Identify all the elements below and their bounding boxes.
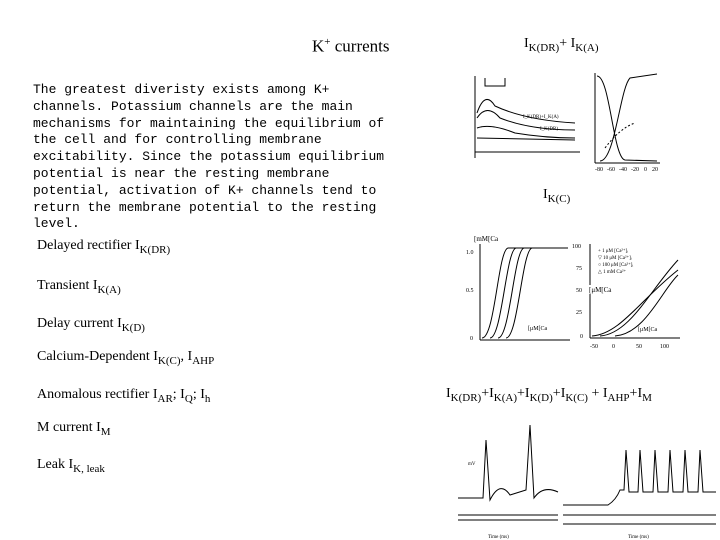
svg-text:-20: -20 (631, 167, 639, 173)
figure-bottom (448, 420, 718, 540)
svg-text:-80: -80 (595, 167, 603, 173)
svg-text:○ 100 μM [Ca²⁺]ᵢ: ○ 100 μM [Ca²⁺]ᵢ (598, 263, 634, 268)
svg-text:mV: mV (468, 462, 476, 467)
svg-text:[μM[Ca: [μM[Ca (638, 327, 658, 333)
current-delay: Delay current $I_{K(D)}$ (37, 316, 145, 334)
figure-mid (440, 230, 685, 360)
ca-activation-left (466, 234, 570, 342)
svg-text:[μM[Ca: [μM[Ca (589, 286, 612, 294)
svg-text:50: 50 (636, 344, 642, 350)
svg-text:1.0: 1.0 (466, 250, 474, 256)
svg-text:[μM[Ca: [μM[Ca (528, 326, 548, 332)
svg-text:25: 25 (576, 310, 582, 316)
figure-bottom-caption: $I_{K(DR)}+I_{K(A)}+I_{K(D)}+I_{K(C)} + I_{AHP}+I_M$ (446, 386, 652, 404)
svg-text:20: 20 (652, 167, 658, 173)
svg-text:△ 1 mM Ca²⁺: △ 1 mM Ca²⁺ (598, 270, 627, 275)
svg-text:Time (ms): Time (ms) (628, 535, 649, 540)
svg-text:50: 50 (576, 288, 582, 294)
figure-mid-caption: $I_{K(C)}$ (543, 187, 571, 205)
spike-trace-left (458, 425, 558, 520)
current-calcium-dependent: Calcium-Dependent $I_{K(C)}$, $I_{AHP}$ (37, 349, 215, 367)
svg-text:I_K(DR)+I_K(A): I_K(DR)+I_K(A) (523, 115, 559, 120)
current-leak: Leak $I_{K, leak}$ (37, 457, 105, 475)
slide-title: K+ currents (312, 36, 390, 56)
current-anomalous-rectifier: Anomalous rectifier $I_{AR}$; $I_Q$; $I_h$ (37, 387, 211, 405)
activation-curves (595, 73, 660, 163)
figure-top-caption: $I_{K(DR)}+ I_{K(A)}$ (524, 36, 599, 54)
svg-text:[mM[Ca: [mM[Ca (474, 235, 499, 243)
svg-text:0: 0 (580, 334, 583, 340)
svg-text:-60: -60 (607, 167, 615, 173)
svg-text:0: 0 (612, 344, 615, 350)
intro-paragraph: The greatest diveristy exists among K+ channels. Potassium channels are the main mechanisms for maintaining the equilibrium of the cell and for controlling membrane excitability. Since the potassium equilibrium potential is near the resting membrane potential, activation of K+ channels tend to return the membrane potential to the resting level. (33, 82, 385, 232)
svg-text:100: 100 (660, 344, 669, 350)
svg-text:75: 75 (576, 266, 582, 272)
spike-trace-right (563, 450, 716, 524)
svg-text:-50: -50 (590, 344, 598, 350)
svg-text:0.5: 0.5 (466, 288, 474, 294)
svg-text:0: 0 (644, 167, 647, 173)
svg-text:Time (ms): Time (ms) (488, 535, 509, 540)
svg-text:100: 100 (572, 244, 581, 250)
ca-activation-right (572, 244, 680, 350)
svg-text:+ 1 μM [Ca²⁺]ᵢ: + 1 μM [Ca²⁺]ᵢ (598, 249, 629, 254)
top-axis-labels (595, 167, 658, 173)
figure-top (445, 68, 665, 173)
svg-text:▽ 10 μM [Ca²⁺]ᵢ: ▽ 10 μM [Ca²⁺]ᵢ (598, 256, 632, 261)
svg-text:-40: -40 (619, 167, 627, 173)
current-transient: Transient $I_{K(A)}$ (37, 278, 121, 296)
svg-text:0: 0 (470, 336, 473, 342)
svg-text:I_K(DR): I_K(DR) (540, 127, 559, 132)
current-m: M current $I_M$ (37, 420, 111, 438)
current-delayed-rectifier: Delayed rectifier $I_{K(DR)}$ (37, 238, 171, 256)
